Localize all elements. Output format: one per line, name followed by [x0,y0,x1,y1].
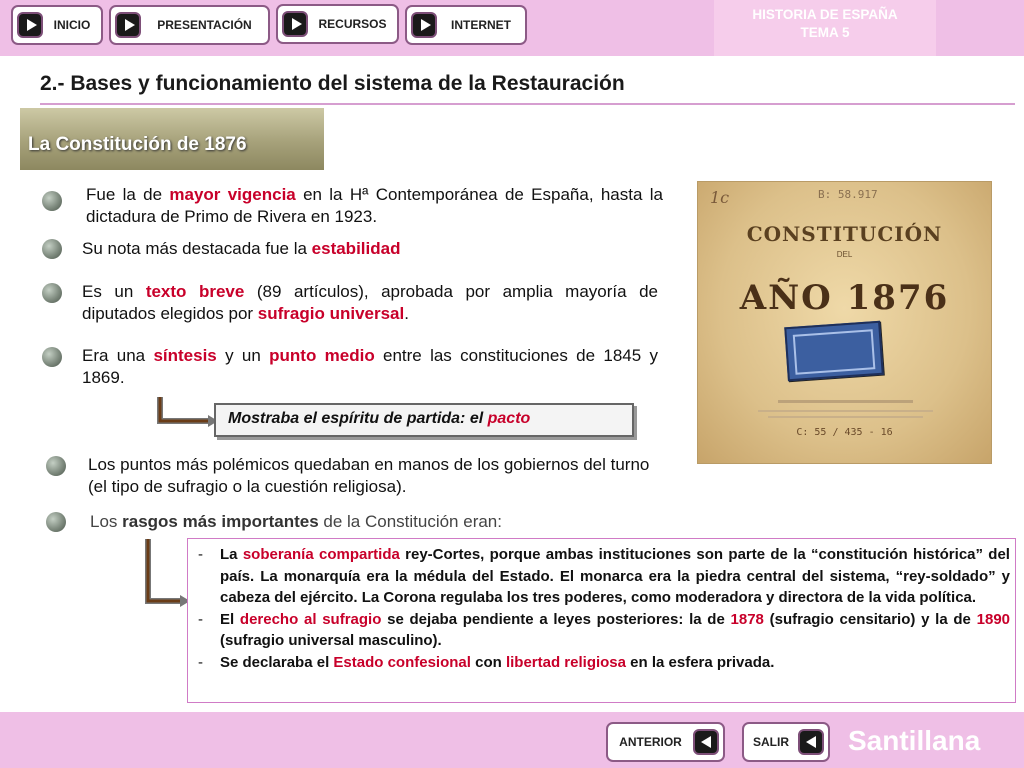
constitution-book-image [697,181,992,464]
dash: - [198,653,203,671]
topic-line2: TEMA 5 [800,25,850,40]
text: se dejaba pendiente a leyes posteriores: la de [381,610,731,628]
recursos-label: RECURSOS [318,17,387,31]
back-icon [693,729,719,755]
text: en la Hª Contemporánea de España, hasta la dictadura de Primo de Rivera en 1923. [86,185,663,226]
book-title: CONSTITUCIÓN [746,222,943,246]
text: Era una [82,346,154,365]
section-title: La Constitución de 1876 [28,134,247,155]
highlight: derecho al sufragio [239,610,382,628]
handwritten-note: 1c [710,188,730,207]
text: Los [90,512,123,531]
divider [758,410,933,412]
bullet-icon [42,347,62,367]
book-del: DEL [836,250,853,259]
bullet-icon [42,283,62,303]
text: (sufragio universal masculino). [220,632,442,649]
bullet-icon [46,512,66,532]
highlight: 1890 [976,610,1011,628]
bullet-mayor-vigencia [86,184,663,228]
text: de la Constitución eran: [318,512,502,531]
text: (sufragio censitario) y la de [763,610,977,628]
bullet-rasgos [90,511,650,533]
salir-button[interactable] [742,722,830,762]
text: (89 artículos), aprobada por amplia mayoría de diputados elegidos por [82,282,659,323]
highlight: libertad religiosa [505,653,626,671]
inicio-label: INICIO [53,18,91,32]
play-icon [115,12,141,38]
bullet-sintesis [82,345,658,389]
anterior-button[interactable] [606,722,725,762]
text: La [220,546,243,563]
dash: - [198,610,203,628]
arrow-connector-icon [150,395,220,431]
presentacion-label: PRESENTACIÓN [157,18,252,32]
section-tab [20,108,324,170]
highlight: pacto [487,410,531,427]
play-icon [282,11,308,37]
back-icon [798,729,824,755]
highlight: estabilidad [311,239,401,258]
text: . [404,304,409,323]
emblem-icon [784,321,884,382]
pacto-callout [214,403,634,437]
text: Es un [82,282,146,301]
highlight: síntesis [153,346,217,365]
anterior-label: ANTERIOR [619,735,682,749]
highlight: soberanía compartida [242,546,400,563]
text: y un [216,346,270,365]
highlight: rasgos más importantes [122,512,319,531]
bullet-texto-breve [82,281,658,325]
text: entre las constituciones de 1845 y 1869. [82,346,659,387]
highlight: punto medio [269,346,375,365]
highlight: 1878 [730,610,764,628]
text: Fue la de [86,185,170,204]
page-title: 2.- Bases y funcionamiento del sistema de la Restauración [40,72,625,95]
recursos-button[interactable] [276,4,399,44]
presentacion-button[interactable] [109,5,270,45]
bullet-estabilidad [82,238,662,260]
internet-button[interactable] [405,5,527,45]
topic-line1: HISTORIA DE ESPAÑA [752,7,898,22]
inicio-button[interactable] [11,5,103,45]
bullet-icon [42,239,62,259]
text: con [470,653,506,671]
bullet-icon [46,456,66,476]
play-icon [411,12,437,38]
feature-soberania [198,544,1010,609]
highlight: texto breve [145,282,245,301]
bullet-icon [42,191,62,211]
highlight: sufragio universal [257,304,405,323]
highlight: mayor vigencia [169,185,296,204]
internet-label: INTERNET [451,18,511,32]
text: en la esfera privada. [626,653,775,671]
book-year: AÑO 1876 [739,278,950,318]
title-divider [40,103,1015,105]
text: Se declaraba el [220,653,334,671]
brand-logo: Santillana [848,725,981,756]
divider [768,416,923,418]
book-stamp: B: 58.917 [818,188,878,201]
arrow-connector-icon [140,537,192,613]
features-box [187,538,1016,703]
divider [778,400,913,403]
text: El [220,610,240,628]
highlight: Estado confesional [333,653,471,671]
play-icon [17,12,43,38]
text: Los puntos más polémicos quedaban en manos de los gobiernos del turno (el tipo de sufragio o la cuestión religiosa). [88,455,650,496]
topic-label [714,0,936,56]
salir-label: SALIR [753,735,789,749]
text: Mostraba el espíritu de partida: el [228,410,488,427]
book-bottom-stamp: C: 55 / 435 - 16 [796,427,893,438]
text: Su nota más destacada fue la [82,239,312,258]
feature-confesional [198,652,1010,674]
bullet-puntos-polemicos [88,454,668,498]
feature-sufragio [198,609,1010,652]
text: rey-Cortes, porque ambas instituciones son parte de la “constitución histórica” del país. La monarquía era la médula del Estado. El monarca era la piedra central del sistema, “rey-soldado” y cabeza del ejército. La Corona regulaba los tres poderes, como moderadora y directora de la vida política. [220,546,1010,606]
dash: - [198,546,203,563]
